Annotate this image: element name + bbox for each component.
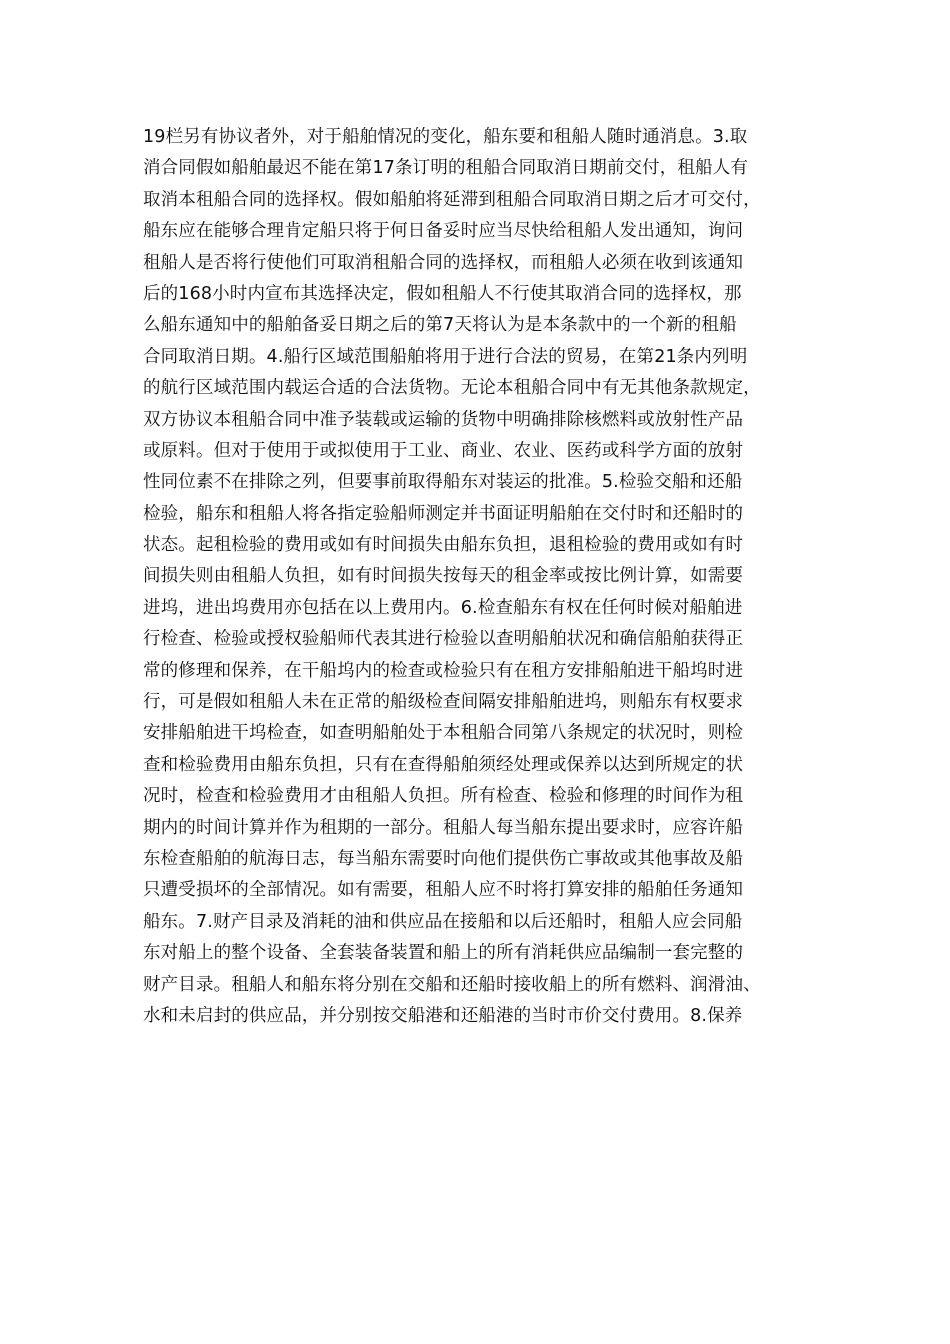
text-line: 或原料。但对于使用于或拟使用于工业、商业、农业、医药或科学方面的放射	[143, 440, 744, 461]
text-line: 的航行区域范围内载运合适的合法货物。无论本租船合同中有无其他条款规定，	[143, 378, 761, 399]
text-line: 19栏另有协议者外，对于船舶情况的变化，船东要和租船人随时通消息。3.取	[143, 127, 748, 147]
body-text	[143, 122, 823, 1032]
text-line: 么船东通知中的船舶备妥日期之后的第7天将认为是本条款中的一个新的租船	[143, 315, 737, 336]
text-line: 取消本租船合同的选择权。假如船舶将延滞到租船合同取消日期之后才可交付，	[143, 189, 761, 210]
text-line: 水和未启封的供应品，并分别按交船港和还船港的当时市价交付费用。8.保养	[143, 1005, 743, 1026]
text-line: 东对船上的整个设备、全套装备装置和船上的所有消耗供应品编制一套完整的	[143, 943, 744, 964]
text-line: 期内的时间计算并作为租期的一部分。租船人每当船东提出要求时，应容许船	[143, 817, 744, 838]
text-line: 检验，船东和租船人将各指定验船师测定并书面证明船舶在交付时和还船时的	[143, 503, 744, 524]
text-line: 常的修理和保养，在干船坞内的检查或检验只有在租方安排船舶进干船坞时进	[143, 660, 744, 681]
text-line: 间损失则由租船人负担，如有时间损失按每天的租金率或按比例计算，如需要	[143, 566, 744, 587]
text-line: 船东应在能够合理肯定船只将于何日备妥时应当尽快给租船人发出通知，询问	[143, 221, 744, 242]
text-line: 船东。7.财产目录及消耗的油和供应品在接船和以后还船时，租船人应会同船	[143, 911, 743, 932]
text-line: 财产目录。租船人和船东将分别在交船和还船时接收船上的所有燃料、润滑油、	[143, 974, 761, 995]
text-line: 安排船舶进干坞检查，如查明船舶处于本租船合同第八条规定的状况时，则检	[143, 723, 744, 744]
text-line: 进坞，进出坞费用亦包括在以上费用内。6.检查船东有权在任何时候对船舶进	[143, 597, 743, 618]
text-line: 双方协议本租船合同中准予装载或运输的货物中明确排除核燃料或放射性产品	[143, 409, 744, 430]
text-line: 性同位素不在排除之列，但要事前取得船东对装运的批准。5.检验交船和还船	[143, 472, 743, 493]
text-line: 行，可是假如租船人未在正常的船级检查间隔安排船舶进坞，则船东有权要求	[143, 692, 744, 713]
text-line: 行检查、检验或授权验船师代表其进行检验以查明船舶状况和确信船舶获得正	[143, 629, 744, 650]
text-line: 租船人是否将行使他们可取消租船合同的选择权，而租船人必须在收到该通知	[143, 252, 744, 273]
text-line: 况时，检查和检验费用才由租船人负担。所有检查、检验和修理的时间作为租	[143, 786, 744, 807]
text-line: 查和检验费用由船东负担，只有在查得船舶须经处理或保养以达到所规定的状	[143, 754, 744, 775]
text-line: 消合同假如船舶最迟不能在第17条订明的租船合同取消日期前交付，租船人有	[143, 158, 749, 179]
text-line: 只遭受损坏的全部情况。如有需要，租船人应不时将打算安排的船舶任务通知	[143, 880, 744, 901]
text-line: 后的168小时内宣布其选择决定，假如租船人不行使其取消合同的选择权，那	[143, 283, 742, 304]
text-line: 东检查船舶的航海日志，每当船东需要时向他们提供伤亡事故或其他事故及船	[143, 848, 744, 869]
text-line: 状态。起租检验的费用或如有时间损失由船东负担，退租检验的费用或如有时	[143, 535, 744, 556]
text-line: 合同取消日期。4.船行区域范围船舶将用于进行合法的贸易，在第21条内列明	[143, 346, 748, 367]
